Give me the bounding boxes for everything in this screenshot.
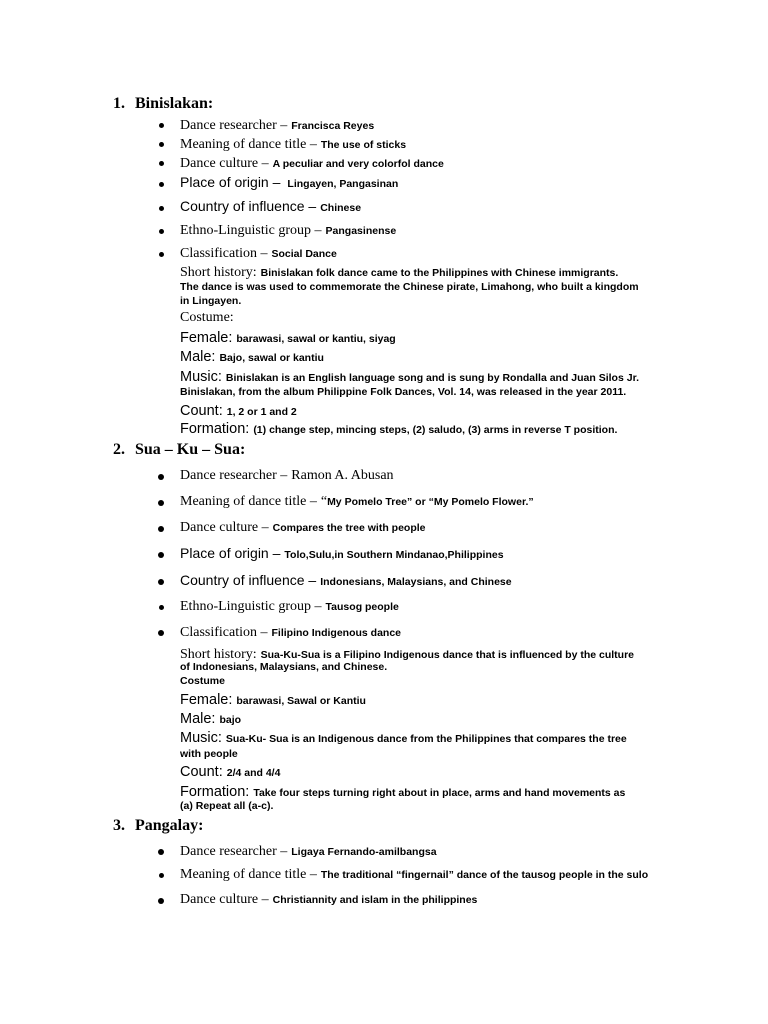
section-title: Sua – Ku – Sua: [135, 441, 246, 458]
music-text: Sua-Ku- Sua is an Indigenous dance from the Philippines that compares the tree [225, 733, 627, 745]
list-item [180, 518, 426, 536]
item-label: Dance culture – [180, 156, 269, 171]
bullet-icon [158, 552, 164, 558]
bullet-icon [158, 474, 164, 480]
music-text: Binislakan is an English language song and is sung by Rondalla and Juan Silos Jr. [225, 372, 639, 384]
section-number: 1. [113, 95, 125, 112]
short-history-text: in Lingayen. [180, 295, 242, 307]
short-history-label: Short history: [180, 647, 257, 662]
formation-value: (1) change step, mincing steps, (2) saludo, (3) arms in reverse T position. [253, 424, 618, 436]
list-item [180, 890, 477, 908]
count-line [180, 763, 280, 781]
music-label: Music: [180, 369, 222, 385]
bullet-icon [158, 526, 164, 532]
section-title: Binislakan: [135, 95, 214, 112]
bullet-icon [158, 579, 164, 585]
bullet-icon [159, 605, 164, 610]
item-value: Filipino Indigenous dance [271, 627, 402, 639]
item-label: Meaning of dance title – [180, 867, 317, 882]
bullet-icon [158, 630, 164, 636]
bullet-icon [159, 252, 164, 257]
count-value: 1, 2 or 1 and 2 [226, 406, 297, 418]
count-line [180, 402, 297, 420]
music-label: Music: [180, 730, 222, 746]
item-label: Ethno-Linguistic group – [180, 599, 322, 614]
formation-label: Formation: [180, 784, 250, 800]
list-item [180, 174, 398, 192]
male-value: Bajo, sawal or kantiu [219, 352, 324, 364]
female-value: barawasi, sawal or kantiu, siyag [236, 333, 396, 345]
item-value: Tausog people [325, 601, 399, 613]
item-value: My Pomelo Tree” or “My Pomelo Flower.” [327, 496, 534, 508]
formation-text: Take four steps turning right about in place, arms and hand movements as [253, 787, 626, 799]
short-history-text: The dance is was used to commemorate the Chinese pirate, Limahong, who built a kingdom [180, 281, 639, 293]
section-heading-binislakan [113, 95, 213, 113]
costume-label: Costume: [180, 310, 234, 325]
item-value: Social Dance [271, 248, 337, 260]
item-value: Ligaya Fernando-amilbangsa [291, 846, 437, 858]
count-value: 2/4 and 4/4 [226, 767, 281, 779]
item-value: Francisca Reyes [291, 120, 375, 132]
short-history-line [180, 263, 618, 281]
item-label: Country of influence – [180, 572, 317, 588]
item-value: Christiannity and islam in the philippines [272, 894, 478, 906]
bullet-icon [158, 849, 164, 855]
item-label: Place of origin – [180, 545, 281, 561]
item-value: A peculiar and very colorfol dance [272, 158, 444, 170]
section-heading-pangalay [113, 817, 203, 835]
item-value: Indonesians, Malaysians, and Chinese [320, 576, 512, 588]
formation-label: Formation: [180, 421, 250, 437]
male-value: bajo [219, 714, 242, 726]
item-label: Dance culture – [180, 520, 269, 535]
costume-label: Costume [180, 675, 225, 687]
formation-line [180, 420, 617, 438]
item-label: Meaning of dance title – [180, 137, 317, 152]
section-heading-sua-ku-sua [113, 441, 245, 459]
female-value: barawasi, Sawal or Kantiu [236, 695, 366, 707]
item-value: Compares the tree with people [272, 522, 426, 534]
bullet-icon [159, 206, 164, 211]
item-value: Tolo,Sulu,in Southern Mindanao,Philippines [284, 549, 504, 561]
list-item [180, 545, 504, 563]
item-value: The use of sticks [320, 139, 407, 151]
list-item [180, 221, 396, 239]
bullet-icon [159, 161, 164, 166]
item-label: Classification – [180, 246, 268, 261]
item-label: Dance researcher – [180, 118, 288, 133]
bullet-icon [159, 123, 164, 128]
list-item [180, 154, 444, 172]
music-text: with people [180, 748, 238, 760]
section-number: 3. [113, 817, 125, 834]
bullet-icon [158, 898, 164, 904]
list-item [180, 597, 399, 615]
bullet-icon [159, 182, 164, 187]
item-value: Ramon A. Abusan [291, 468, 394, 483]
item-label: Dance culture – [180, 892, 269, 907]
list-item [180, 572, 512, 590]
female-line [180, 691, 366, 709]
bullet-icon [159, 229, 164, 234]
item-label: Dance researcher – [180, 468, 288, 483]
list-item [180, 865, 648, 883]
male-line [180, 710, 241, 728]
item-label: Classification – [180, 625, 268, 640]
bullet-icon [159, 142, 164, 147]
short-history-text: of Indonesians, Malaysians, and Chinese. [180, 661, 388, 673]
male-label: Male: [180, 349, 216, 365]
section-number: 2. [113, 441, 125, 458]
section-title: Pangalay: [135, 817, 204, 834]
item-label: Ethno-Linguistic group – [180, 223, 322, 238]
item-value: Lingayen, Pangasinan [287, 178, 399, 190]
count-label: Count: [180, 764, 223, 780]
female-line [180, 329, 396, 347]
short-history-label: Short history: [180, 265, 257, 280]
list-item [180, 135, 406, 153]
item-value: Chinese [320, 202, 362, 214]
male-line [180, 348, 324, 366]
list-item [180, 492, 534, 510]
list-item [180, 623, 401, 641]
bullet-icon [159, 873, 164, 878]
count-label: Count: [180, 403, 223, 419]
item-value-quote: “ [320, 494, 328, 509]
list-item [180, 198, 361, 216]
list-item [180, 244, 337, 262]
list-item [180, 842, 437, 860]
item-label: Dance researcher – [180, 844, 288, 859]
formation-text: (a) Repeat all (a-c). [180, 800, 274, 812]
music-line [180, 729, 627, 747]
music-text: Binislakan, from the album Philippine Folk Dances, Vol. 14, was released in the year 2011. [180, 386, 627, 398]
female-label: Female: [180, 692, 233, 708]
short-history-text: Sua-Ku-Sua is a Filipino Indigenous dance that is influenced by the culture [260, 649, 635, 661]
item-value: Pangasinense [325, 225, 397, 237]
item-value: The traditional “fingernail” dance of the tausog people in the sulo [320, 869, 649, 881]
male-label: Male: [180, 711, 216, 727]
item-label: Meaning of dance title – [180, 494, 317, 509]
bullet-icon [158, 500, 164, 506]
item-label: Country of influence – [180, 198, 317, 214]
music-line [180, 368, 639, 386]
list-item [180, 116, 374, 134]
short-history-text: Binislakan folk dance came to the Philippines with Chinese immigrants. [260, 267, 619, 279]
list-item [180, 466, 394, 484]
formation-line [180, 783, 625, 801]
female-label: Female: [180, 330, 233, 346]
item-label: Place of origin – [180, 174, 281, 190]
